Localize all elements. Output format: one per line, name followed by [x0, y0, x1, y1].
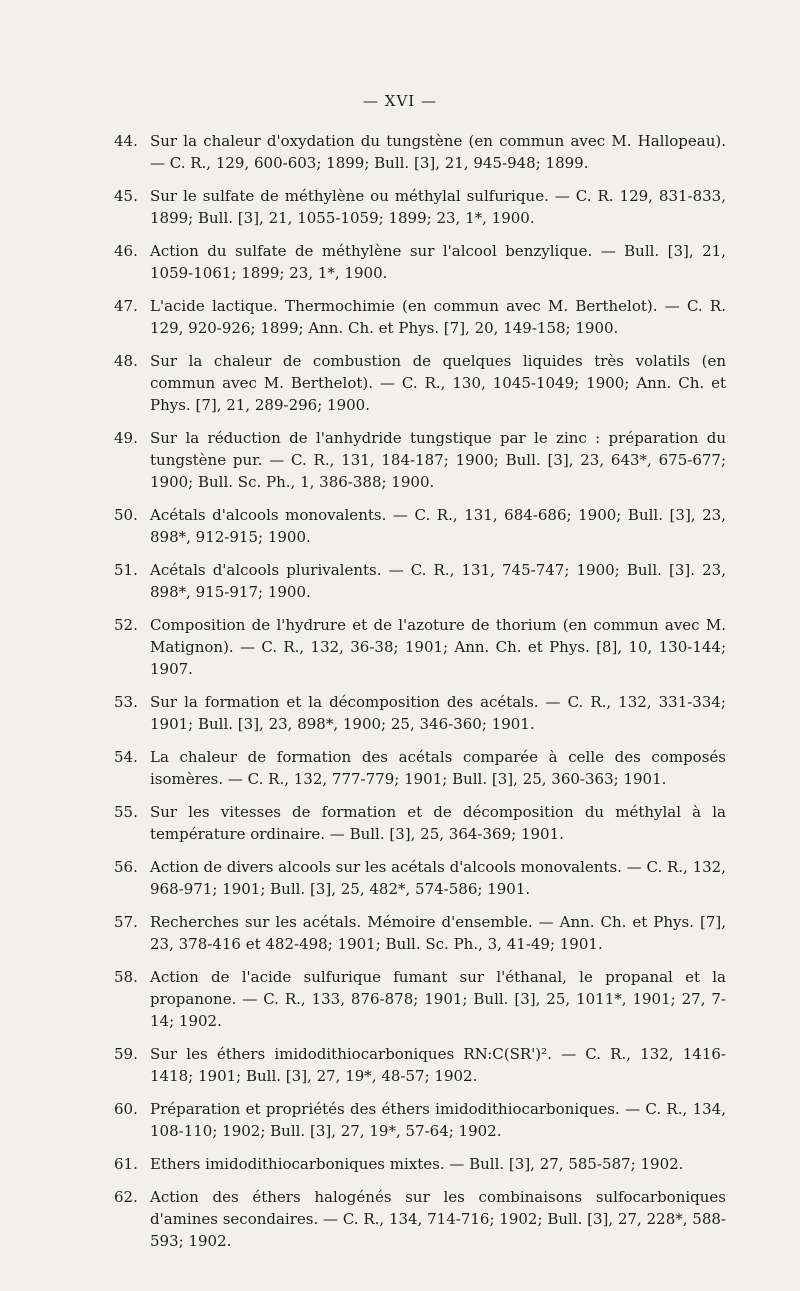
- entry-text: Action de divers alcools sur les acétals d'alcools monovalents. — C. R., 132, 968-971; 1901; Bull. [3], 25, 482*, 574-586; 1901.: [150, 858, 726, 898]
- entry-text: Préparation et propriétés des éthers imidodithiocarboniques. — C. R., 134, 108-110; 1902; Bull. [3], 27, 19*, 57-64; 1902.: [150, 1100, 726, 1140]
- entry-number: 58.: [114, 968, 138, 986]
- list-item: [114, 559, 726, 603]
- entry-text: Acétals d'alcools monovalents. — C. R., 131, 684-686; 1900; Bull. [3], 23, 898*, 912-915; 1900.: [150, 506, 726, 546]
- entry-number: 46.: [114, 242, 138, 260]
- list-item: [114, 185, 726, 229]
- entry-number: 50.: [114, 506, 138, 524]
- list-item: [114, 1043, 726, 1087]
- entry-text: La chaleur de formation des acétals comparée à celle des composés isomères. — C. R., 132, 777-779; 1901; Bull. [3], 25, 360-363; 1901.: [150, 748, 726, 788]
- entry-number: 47.: [114, 297, 138, 315]
- entry-number: 59.: [114, 1045, 138, 1063]
- entry-number: 55.: [114, 803, 138, 821]
- list-item: [114, 130, 726, 174]
- list-item: [114, 427, 726, 493]
- entry-text: Sur les vitesses de formation et de décomposition du méthylal à la température ordinaire. — Bull. [3], 25, 364-369; 1901.: [150, 803, 726, 843]
- entry-text: Recherches sur les acétals. Mémoire d'ensemble. — Ann. Ch. et Phys. [7], 23, 378-416 et 482-498; 1901; Bull. Sc. Ph., 3, 41-49; 1901.: [150, 913, 726, 953]
- entry-number: 54.: [114, 748, 138, 766]
- entry-number: 44.: [114, 132, 138, 150]
- list-item: [114, 691, 726, 735]
- entry-number: 51.: [114, 561, 138, 579]
- list-item: [114, 966, 726, 1032]
- list-item: [114, 1098, 726, 1142]
- list-item: [114, 801, 726, 845]
- entry-number: 45.: [114, 187, 138, 205]
- entry-text: Sur le sulfate de méthylène ou méthylal sulfurique. — C. R. 129, 831-833, 1899; Bull. [3], 21, 1055-1059; 1899; 23, 1*, 1900.: [150, 187, 726, 227]
- list-item: [114, 856, 726, 900]
- entry-text: Sur les éthers imidodithiocarboniques RN:C(SR')². — C. R., 132, 1416-1418; 1901; Bull. [3], 27, 19*, 48-57; 1902.: [150, 1045, 726, 1085]
- entry-number: 57.: [114, 913, 138, 931]
- entry-text: Ethers imidodithiocarboniques mixtes. — Bull. [3], 27, 585-587; 1902.: [150, 1155, 684, 1173]
- bibliography-list: [114, 130, 726, 1263]
- entry-text: Sur la réduction de l'anhydride tungstique par le zinc : préparation du tungstène pur. — C. R., 131, 184-187; 1900; Bull. [3], 23, 643*, 675-677; 1900; Bull. Sc. Ph., 1, 386-388; 1900.: [150, 429, 726, 491]
- list-item: [114, 1186, 726, 1252]
- entry-text: L'acide lactique. Thermochimie (en commun avec M. Berthelot). — C. R. 129, 920-926; 1899; Ann. Ch. et Phys. [7], 20, 149-158; 1900.: [150, 297, 726, 337]
- list-item: [114, 614, 726, 680]
- entry-number: 60.: [114, 1100, 138, 1118]
- entry-text: Action du sulfate de méthylène sur l'alcool benzylique. — Bull. [3], 21, 1059-1061; 1899; 23, 1*, 1900.: [150, 242, 726, 282]
- entry-number: 48.: [114, 352, 138, 370]
- entry-number: 53.: [114, 693, 138, 711]
- list-item: [114, 1153, 726, 1175]
- entry-text: Sur la formation et la décomposition des acétals. — C. R., 132, 331-334; 1901; Bull. [3], 23, 898*, 1900; 25, 346-360; 1901.: [150, 693, 726, 733]
- entry-number: 56.: [114, 858, 138, 876]
- entry-number: 61.: [114, 1155, 138, 1173]
- entry-number: 62.: [114, 1188, 138, 1206]
- list-item: [114, 350, 726, 416]
- entry-text: Composition de l'hydrure et de l'azoture de thorium (en commun avec M. Matignon). — C. R., 132, 36-38; 1901; Ann. Ch. et Phys. [8], 10, 130-144; 1907.: [150, 616, 726, 678]
- page-number: — XVI —: [363, 92, 437, 110]
- entry-text: Sur la chaleur de combustion de quelques liquides très volatils (en commun avec M. Berthelot). — C. R., 130, 1045-1049; 1900; Ann. Ch. et Phys. [7], 21, 289-296; 1900.: [150, 352, 726, 414]
- entry-text: Action des éthers halogénés sur les combinaisons sulfocarboniques d'amines secondaires. — C. R., 134, 714-716; 1902; Bull. [3], 27, 228*, 588-593; 1902.: [150, 1188, 726, 1250]
- list-item: [114, 295, 726, 339]
- entry-text: Acétals d'alcools plurivalents. — C. R., 131, 745-747; 1900; Bull. [3]. 23, 898*, 915-917; 1900.: [150, 561, 726, 601]
- list-item: [114, 746, 726, 790]
- entry-number: 49.: [114, 429, 138, 447]
- entry-text: Sur la chaleur d'oxydation du tungstène (en commun avec M. Hallopeau). — C. R., 129, 600-603; 1899; Bull. [3], 21, 945-948; 1899.: [150, 132, 726, 172]
- list-item: [114, 240, 726, 284]
- list-item: [114, 504, 726, 548]
- entry-number: 52.: [114, 616, 138, 634]
- entry-text: Action de l'acide sulfurique fumant sur l'éthanal, le propanal et la propanone. — C. R., 133, 876-878; 1901; Bull. [3], 25, 1011*, 1901; 27, 7-14; 1902.: [150, 968, 726, 1030]
- list-item: [114, 911, 726, 955]
